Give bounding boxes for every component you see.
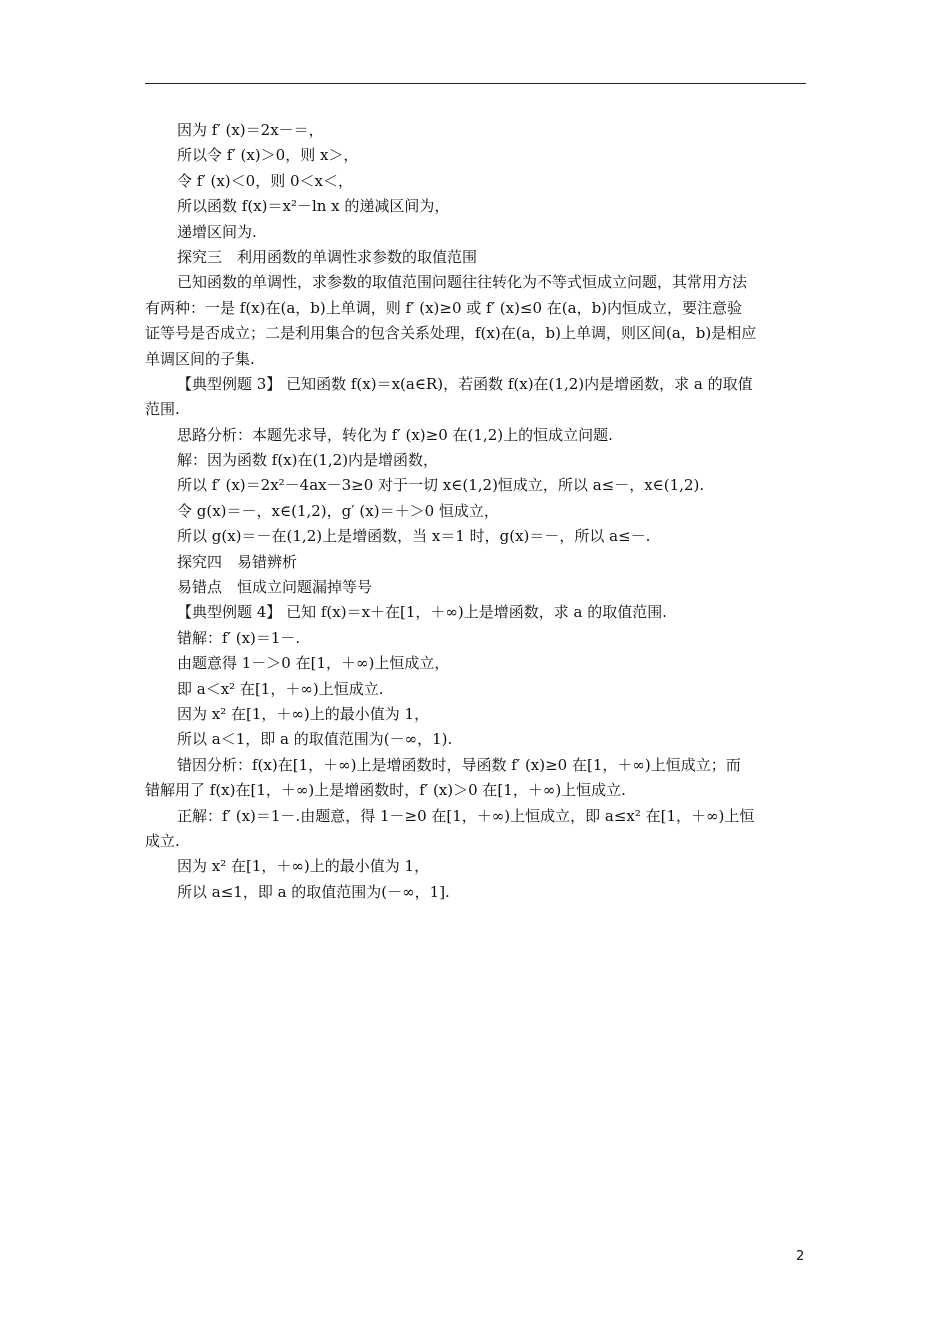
- text-line: 因为 x² 在[1，＋∞)上的最小值为 1，: [177, 704, 430, 723]
- text-line: 【典型例题 4】 已知 f(x)＝x＋在[1，＋∞)上是增函数，求 a 的取值范围.: [177, 603, 668, 622]
- text-line: 令 f′ (x)＜0，则 0＜x＜，: [177, 171, 353, 190]
- text-line: 因为 f′ (x)＝2x－＝，: [177, 121, 324, 139]
- text-line: 因为 x² 在[1，＋∞)上的最小值为 1，: [177, 857, 430, 876]
- text-line: 由题意得 1－＞0 在[1，＋∞)上恒成立，: [177, 654, 450, 673]
- document-body: [145, 118, 806, 905]
- text-line: 范围.: [145, 400, 180, 419]
- text-line: 已知函数的单调性，求参数的取值范围问题往往转化为不等式恒成立问题，其常用方法: [177, 273, 748, 292]
- page-number: 2: [796, 1249, 805, 1264]
- text-line: 所以函数 f(x)＝x²－ln x 的递减区间为，: [177, 197, 450, 216]
- text-line: 解：因为函数 f(x)在(1,2)内是增函数，: [177, 451, 439, 470]
- text-line: 成立.: [145, 831, 180, 850]
- header-rule: [145, 83, 806, 84]
- text-line: 递增区间为.: [177, 222, 257, 241]
- text-line: 令 g(x)＝－，x∈(1,2)，g′ (x)＝＋＞0 恒成立，: [177, 501, 499, 520]
- text-line: 思路分析：本题先求导，转化为 f′ (x)≥0 在(1,2)上的恒成立问题.: [177, 425, 613, 444]
- text-line: 易错点 恒成立问题漏掉等号: [177, 578, 373, 597]
- text-line: 证等号是否成立；二是利用集合的包含关系处理，f(x)在(a，b)上单调，则区间(a，b)是相应: [145, 324, 757, 343]
- text-line: 错因分析：f(x)在[1，＋∞)上是增函数时，导函数 f′ (x)≥0 在[1，＋∞)上恒成立；而: [177, 755, 741, 774]
- text-line: 所以 a≤1，即 a 的取值范围为(－∞，1].: [177, 882, 450, 901]
- text-line: 即 a＜x² 在[1，＋∞)上恒成立.: [177, 679, 384, 698]
- text-line: 有两种：一是 f(x)在(a，b)上单调，则 f′ (x)≥0 或 f′ (x)≤0 在(a，b)内恒成立，要注意验: [145, 298, 743, 317]
- text-line: 所以 a＜1，即 a 的取值范围为(－∞，1).: [177, 730, 453, 749]
- text-line: 错解用了 f(x)在[1，＋∞)上是增函数时，f′ (x)＞0 在[1，＋∞)上恒成立.: [145, 781, 626, 800]
- text-line: 所以令 f′ (x)＞0，则 x＞，: [177, 146, 359, 165]
- text-line: 探究三 利用函数的单调性求参数的取值范围: [177, 247, 478, 266]
- text-line: 所以 g(x)＝－在(1,2)上是增函数，当 x＝1 时，g(x)＝－，所以 a≤－.: [177, 527, 651, 546]
- text-line: 探究四 易错辨析: [177, 552, 298, 571]
- text-line: 正解：f′ (x)＝1－.由题意，得 1－≥0 在[1，＋∞)上恒成立，即 a≤x² 在[1，＋∞)上恒: [177, 806, 755, 825]
- text-line: 【典型例题 3】 已知函数 f(x)＝x(a∈R)，若函数 f(x)在(1,2)内是增函数，求 a 的取值: [177, 374, 753, 393]
- text-line: 所以 f′ (x)＝2x²－4ax－3≥0 对于一切 x∈(1,2)恒成立，所以 a≤－，x∈(1,2).: [177, 476, 705, 495]
- text-line: 错解：f′ (x)＝1－.: [177, 628, 301, 647]
- text-line: 单调区间的子集.: [145, 349, 255, 368]
